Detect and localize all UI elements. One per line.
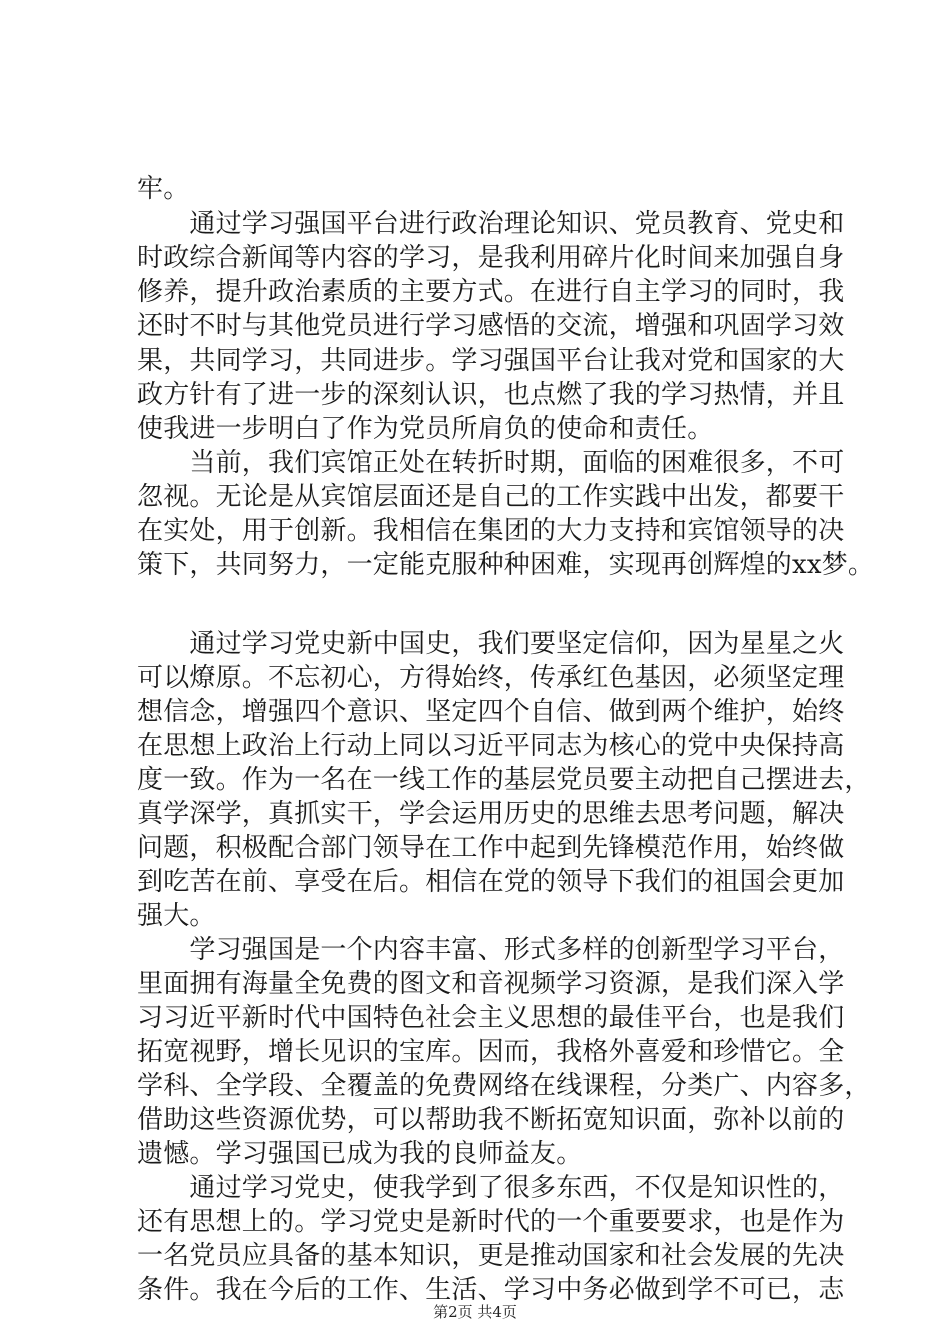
text-line: 习习近平新时代中国特色社会主义思想的最佳平台，也是我们 bbox=[137, 1003, 845, 1033]
text-line: 条件。我在今后的工作、生活、学习中务必做到学不可已，志 bbox=[137, 1275, 845, 1305]
text-line: 学科、全学段、全覆盖的免费网络在线课程，分类广、内容多， bbox=[137, 1071, 871, 1101]
text-line: 果，共同学习，共同进步。学习强国平台让我对党和国家的大 bbox=[137, 346, 845, 376]
text-line: 修养，提升政治素质的主要方式。在进行自主学习的同时，我 bbox=[137, 277, 845, 307]
text-line: 使我进一步明白了作为党员所肩负的使命和责任。 bbox=[137, 414, 714, 444]
text-line: 真学深学，真抓实干，学会运用历史的思维去思考问题，解决 bbox=[137, 799, 845, 829]
text-line: 在实处，用于创新。我相信在集团的大力支持和宾馆领导的决 bbox=[137, 516, 845, 546]
text-line: 遗憾。学习强国已成为我的良师益友。 bbox=[137, 1139, 583, 1169]
text-line: 通过学习党史新中国史，我们要坚定信仰，因为星星之火 bbox=[137, 629, 845, 659]
text-line: 到吃苦在前、享受在后。相信在党的领导下我们的祖国会更加 bbox=[137, 867, 845, 897]
text-line: 度一致。作为一名在一线工作的基层党员要主动把自己摆进去， bbox=[137, 765, 871, 795]
text-line: 忽视。无论是从宾馆层面还是自己的工作实践中出发，都要干 bbox=[137, 482, 845, 512]
text-line: 还时不时与其他党员进行学习感悟的交流，增强和巩固学习效 bbox=[137, 311, 845, 341]
text-line: 通过学习强国平台进行政治理论知识、党员教育、党史和 bbox=[137, 209, 845, 239]
text-line: 牢。 bbox=[137, 174, 190, 204]
text-line: 想信念，增强四个意识、坚定四个自信、做到两个维护，始终 bbox=[137, 697, 845, 727]
text-line: 还有思想上的。学习党史是新时代的一个重要要求，也是作为 bbox=[137, 1207, 845, 1237]
text-line: 策下，共同努力，一定能克服种种困难，实现再创辉煌的xx梦。 bbox=[137, 550, 875, 580]
text-line: 时政综合新闻等内容的学习，是我利用碎片化时间来加强自身 bbox=[137, 243, 845, 273]
page-footer: 第2页 共4页 bbox=[433, 1303, 517, 1321]
text-line: 借助这些资源优势，可以帮助我不断拓宽知识面，弥补以前的 bbox=[137, 1105, 845, 1135]
text-line: 通过学习党史，使我学到了很多东西，不仅是知识性的， bbox=[137, 1173, 845, 1203]
text-line: 学习强国是一个内容丰富、形式多样的创新型学习平台， bbox=[137, 935, 845, 965]
text-line: 政方针有了进一步的深刻认识，也点燃了我的学习热情，并且 bbox=[137, 380, 845, 410]
text-line: 问题，积极配合部门领导在工作中起到先锋模范作用，始终做 bbox=[137, 833, 845, 863]
text-line: 在思想上政治上行动上同以习近平同志为核心的党中央保持高 bbox=[137, 731, 845, 761]
text-line: 里面拥有海量全免费的图文和音视频学习资源，是我们深入学 bbox=[137, 969, 845, 999]
text-line: 拓宽视野，增长见识的宝库。因而，我格外喜爱和珍惜它。全 bbox=[137, 1037, 845, 1067]
text-line: 一名党员应具备的基本知识，更是推动国家和社会发展的先决 bbox=[137, 1241, 845, 1271]
text-line: 强大。 bbox=[137, 901, 216, 931]
text-line: 可以燎原。不忘初心，方得始终，传承红色基因，必须坚定理 bbox=[137, 663, 845, 693]
text-line: 当前，我们宾馆正处在转折时期，面临的困难很多，不可 bbox=[137, 448, 845, 478]
